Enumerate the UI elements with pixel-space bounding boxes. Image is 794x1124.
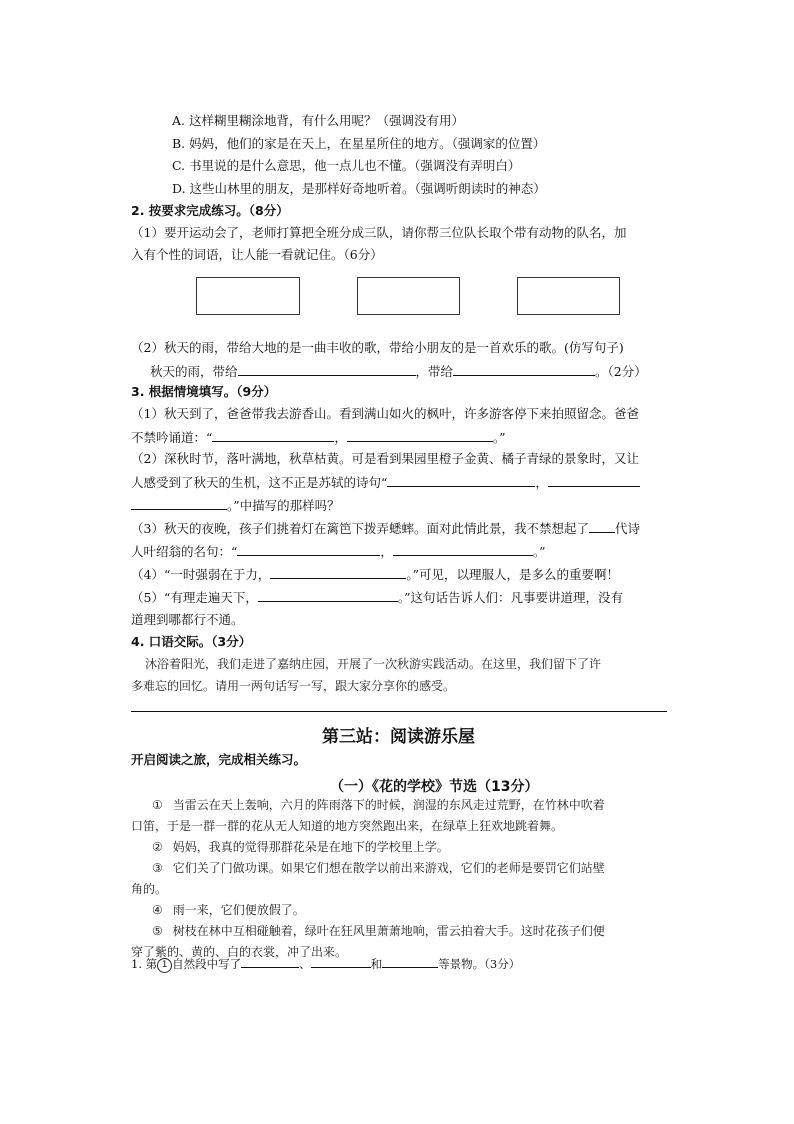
q3-s2-line1: （2）深秋时节，落叶满地，秋草枯黄。可是看到果园里橙子金黄、橘子青绿的景象时，又让 [131, 451, 639, 466]
q2-part2-text-b: ，带给 [415, 364, 454, 379]
reading-q1-text-a: 1. 第 [131, 957, 158, 971]
q2-part2-line1: （2）秋天的雨，带给大地的是一曲丰收的歌，带给小朋友的是一首欢乐的歌。(仿写句子) [131, 340, 624, 355]
q3-s4-text-b: 。”可见，以理服人，是多么的重要啊！ [406, 567, 619, 582]
q3-s2-text-a: 人感受到了秋天的生机，这不正是苏轼的诗句“ [131, 475, 388, 490]
q3-s2-line3 [131, 497, 340, 514]
passage-p3-line1 [152, 860, 605, 876]
passage-p5-text: 树枝在林中互相碰触着，绿叶在狂风里萧萧地响，雷云拍着大手。这时花孩子们便 [172, 924, 605, 938]
q3-s3-text-a: （3）秋天的夜晚，孩子们挑着灯在篱笆下拨弄蟋蟀。面对此情此景，我不禁想起了 [131, 521, 589, 536]
reading-q1-text-e: 等景物。（3分） [438, 957, 521, 971]
q3-s4-text-a: （4）“一时强弱在于力， [131, 567, 271, 582]
q3-s1-blank-2[interactable] [347, 429, 493, 442]
paragraph-number-2: ② [152, 840, 163, 854]
q3-s3-text-b: 代诗 [614, 521, 640, 536]
q2-blank-2[interactable] [453, 363, 595, 376]
passage-p5-line1 [152, 923, 605, 939]
q3-s3-blank-1[interactable] [237, 543, 380, 556]
q1-option-b: B. 妈妈，他们的家是在天上，在星星所住的地方。（强调家的位置） [172, 136, 546, 151]
q3-s1-line2 [131, 429, 506, 446]
passage-p2-text: 妈妈，我真的觉得那群花朵是在地下的学校里上学。 [172, 840, 449, 854]
q1-option-a: A. 这样糊里糊涂地背，有什么用呢？（强调没有用） [172, 113, 464, 128]
station-intro: 开启阅读之旅，完成相关练习。 [131, 752, 307, 767]
q3-s3-blank-2[interactable] [393, 543, 533, 556]
q2-part2-line2 [150, 363, 647, 380]
q1-option-d: D. 这些山林里的朋友，是那样好奇地听着。（强调听朗读时的神态） [172, 181, 546, 196]
q3-s1-line1: （1）秋天到了，爸爸带我去游香山。看到满山如火的枫叶，许多游客停下来拍照留念。爸爸 [131, 406, 639, 421]
paragraph-number-4: ④ [152, 903, 163, 917]
q3-s2-blank-1[interactable] [387, 474, 535, 487]
q3-s2-text-b: ， [535, 475, 548, 490]
q3-s2-line2 [131, 474, 640, 491]
passage-p1-line2: 口笛，于是一群一群的花从无人知道的地方突然跑出来，在绿草上狂欢地跳着舞。 [131, 819, 564, 833]
q3-s1-text-b: ， [334, 430, 347, 445]
q2-title: 2. 按要求完成练习。（8分） [131, 203, 289, 218]
q3-s3-text-c: 人叶绍翁的名句：“ [131, 544, 238, 559]
q4-title: 4. 口语交际。（3分） [131, 634, 252, 649]
q3-title: 3. 根据情境填写。（9分） [131, 384, 277, 399]
passage-p3-line2: 角的。 [131, 882, 168, 896]
q3-s3-line1 [131, 520, 640, 537]
reading-q1-text-b: 自然段中写了 [172, 957, 242, 971]
section-divider [131, 711, 667, 712]
q3-s1-blank-1[interactable] [212, 429, 334, 442]
team-name-box-2[interactable] [357, 277, 460, 315]
reading-q1-text-c: 、 [299, 957, 311, 971]
passage-p2-line1 [152, 839, 449, 855]
q3-s4-line [131, 566, 619, 583]
q3-s5-blank[interactable] [258, 589, 398, 602]
paragraph-number-5: ⑤ [152, 924, 163, 938]
q3-s1-text-c: 。” [492, 430, 506, 445]
reading-q1 [131, 955, 520, 973]
q3-s3-text-d: ， [380, 544, 393, 559]
passage-p5-line2: 穿了紫的、黄的、白的衣裳，冲了出来。 [131, 945, 348, 959]
q2-part1-line1: （1）要开运动会了，老师打算把全班分成三队，请你帮三位队长取个带有动物的队名，加 [131, 225, 627, 240]
q3-s5-line1 [131, 589, 623, 606]
reading-q1-text-d: 和 [370, 957, 383, 971]
q3-s5-line2: 道理到哪都行不通。 [131, 612, 244, 627]
passage-p1-text: 当雷云在天上轰响，六月的阵雨落下的时候，润湿的东风走过荒野，在竹林中吹着 [172, 798, 605, 812]
reading-q1-blank-3[interactable] [382, 955, 438, 968]
passage-p3-text: 它们关了门做功课。如果它们想在散学以前出来游戏，它们的老师是要罚它们站壁 [172, 861, 605, 875]
paragraph-number-3: ③ [152, 861, 163, 875]
q3-s2-blank-2b[interactable] [131, 497, 227, 510]
q3-s3-line2 [131, 543, 546, 560]
q4-line2: 多难忘的回忆。请用一两句话写一写，跟大家分享你的感受。 [131, 679, 456, 693]
q3-s2-text-c: 。”中描写的那样吗？ [227, 498, 340, 513]
team-name-box-3[interactable] [517, 277, 620, 315]
station-title: 第三站：阅读游乐屋 [322, 727, 475, 747]
q3-s1-text-a: 不禁吟诵道：“ [131, 430, 213, 445]
q2-part2-text-a: 秋天的雨，带给 [150, 364, 238, 379]
q3-s3-text-e: 。” [532, 544, 546, 559]
passage-title: （一）《花的学校》节选（13分） [330, 779, 539, 795]
paragraph-number-1: ① [152, 798, 163, 812]
q3-s2-blank-2a[interactable] [548, 474, 640, 487]
q2-blank-1[interactable] [238, 363, 416, 376]
q2-part2-text-c: 。（2分） [595, 364, 647, 379]
passage-p4-line1 [152, 902, 305, 918]
q3-s4-blank[interactable] [270, 566, 406, 579]
passage-p4-text: 雨一来，它们便放假了。 [172, 903, 305, 917]
q3-s3-dynasty-blank[interactable] [589, 520, 615, 533]
q3-s5-text-a: （5）“有理走遍天下， [131, 590, 258, 605]
team-name-box-1[interactable] [196, 277, 300, 315]
q4-line1: 沐浴着阳光，我们走进了嘉纳庄园，开展了一次秋游实践活动。在这里，我们留下了许 [145, 657, 602, 671]
q2-part1-line2: 入有个性的词语，让人能一看就记住。（6分） [131, 247, 383, 262]
paragraph-number-circle: 1 [157, 958, 172, 973]
reading-q1-blank-2[interactable] [311, 955, 371, 968]
reading-q1-blank-1[interactable] [241, 955, 299, 968]
passage-p1-line1 [152, 797, 605, 813]
q1-option-c: C. 书里说的是什么意思，他一点儿也不懂。（强调没有弄明白） [172, 158, 521, 173]
q3-s5-text-b: 。”这句话告诉人们：凡事要讲道理，没有 [397, 590, 623, 605]
